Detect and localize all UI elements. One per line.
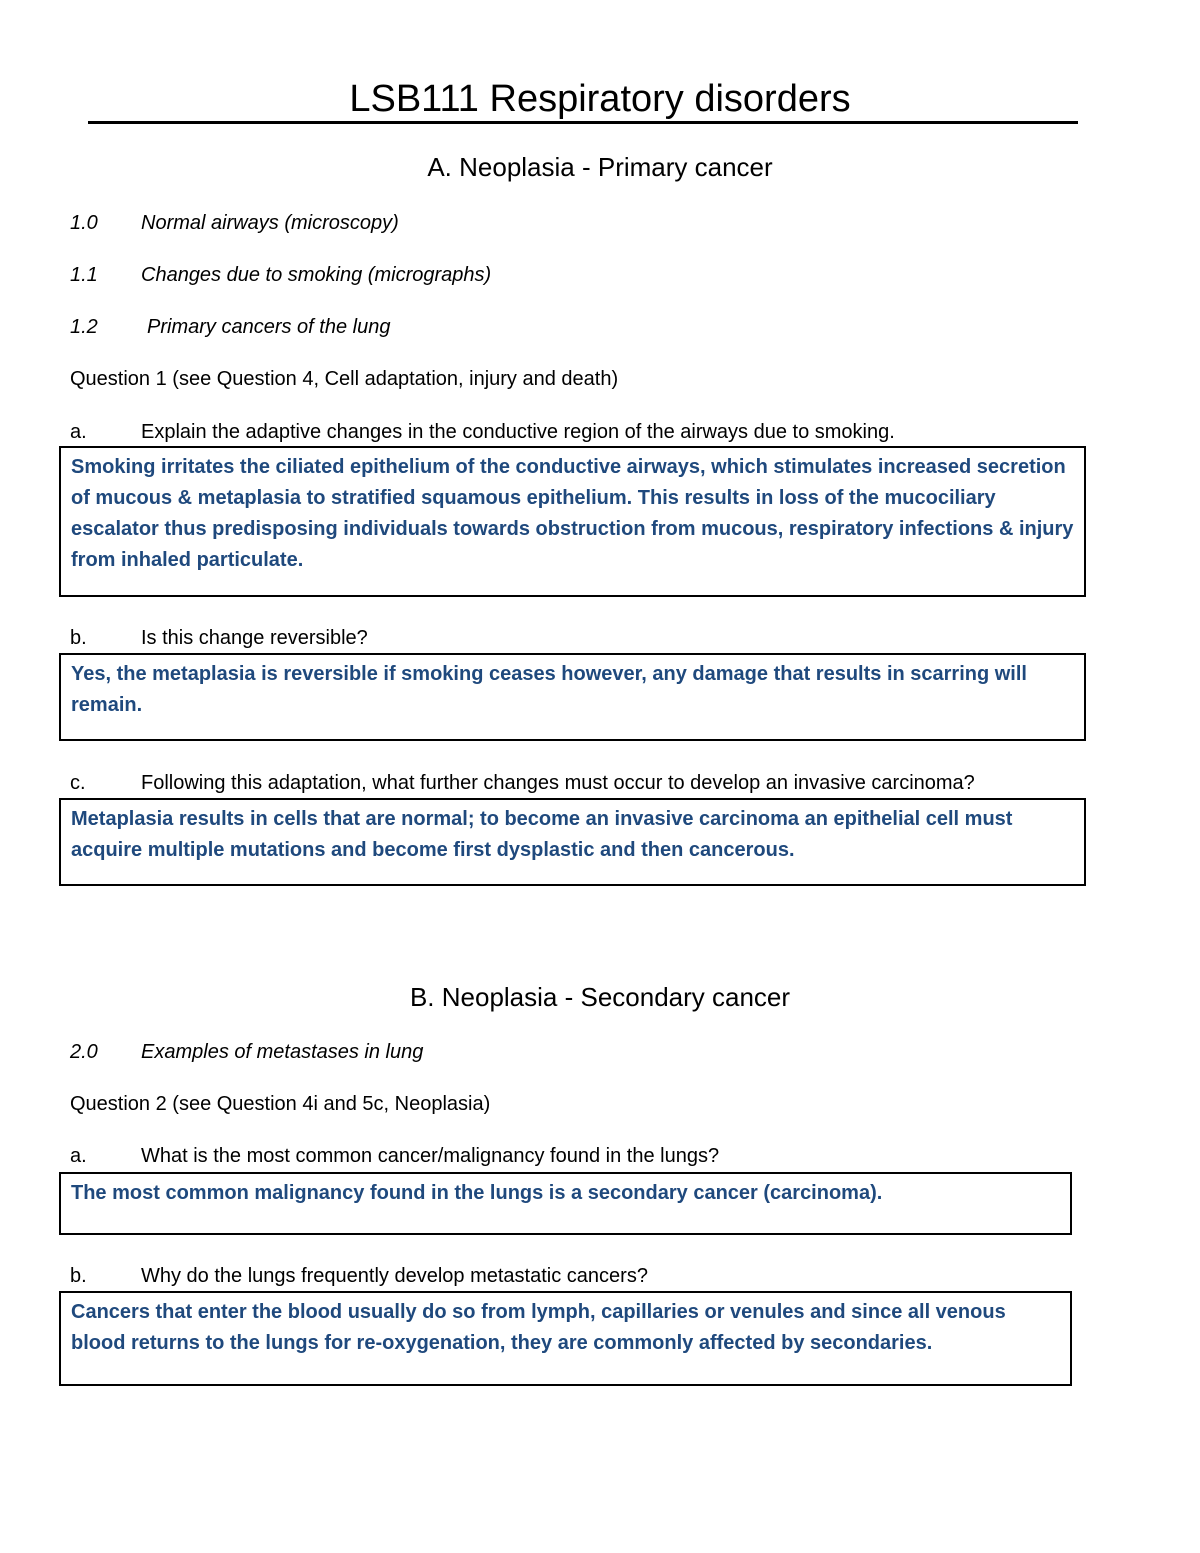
answer-1a-box — [59, 446, 1086, 597]
section-a-heading: A. Neoplasia - Primary cancer — [427, 152, 773, 182]
question-1c-text: Following this adaptation, what further changes must occur to develop an invasive carcinoma? — [141, 772, 975, 794]
question-2b-letter: b. — [70, 1265, 87, 1287]
answer-1c-text: Metaplasia results in cells that are normal; to become an invasive carcinoma an epithelial cell must acquire multiple mutations and become first dysplastic and then cancerous. — [71, 808, 1013, 861]
question-2-title: Question 2 (see Question 4i and 5c, Neoplasia) — [70, 1093, 491, 1115]
item-2-0-label: Examples of metastases in lung — [141, 1041, 424, 1063]
question-2b-text: Why do the lungs frequently develop metastatic cancers? — [141, 1265, 648, 1287]
answer-1b-text: Yes, the metaplasia is reversible if smoking ceases however, any damage that results in scarring will remain. — [71, 663, 1027, 716]
item-1-0-number: 1.0 — [70, 212, 98, 234]
answer-2b-text: Cancers that enter the blood usually do so from lymph, capillaries or venules and since all venous blood returns to the lungs for re-oxygenation, they are commonly affected by secondaries. — [71, 1301, 1006, 1354]
item-1-1-label: Changes due to smoking (micrographs) — [141, 264, 492, 286]
question-1-title: Question 1 (see Question 4, Cell adaptation, injury and death) — [70, 368, 619, 390]
page-title: LSB111 Respiratory disorders — [349, 78, 851, 120]
question-2a-letter: a. — [70, 1145, 87, 1167]
answer-2b-box — [59, 1291, 1072, 1386]
question-1a-text: Explain the adaptive changes in the conductive region of the airways due to smoking. — [141, 421, 895, 443]
answer-2a-text: The most common malignancy found in the lungs is a secondary cancer (carcinoma). — [71, 1182, 883, 1204]
item-1-2-number: 1.2 — [70, 316, 98, 338]
title-divider — [88, 121, 1078, 124]
question-1b-letter: b. — [70, 627, 87, 649]
answer-2a-box — [59, 1172, 1072, 1235]
item-1-0-label: Normal airways (microscopy) — [141, 212, 399, 234]
item-1-2-label: Primary cancers of the lung — [147, 316, 391, 338]
section-b-heading: B. Neoplasia - Secondary cancer — [409, 982, 791, 1012]
answer-1c-box — [59, 798, 1086, 886]
item-1-1-number: 1.1 — [70, 264, 98, 286]
answer-1b-box — [59, 653, 1086, 741]
answer-1a-text: Smoking irritates the ciliated epithelium of the conductive airways, which stimulates increased secretion of mucous & metaplasia to stratified squamous epithelium. This results in loss of the mucociliary escalator thus predisposing individuals towards obstruction from mucous, respiratory infections & injury from inhaled particulate. — [71, 456, 1074, 571]
question-1a-letter: a. — [70, 421, 87, 443]
item-2-0-number: 2.0 — [70, 1041, 98, 1063]
question-1c-letter: c. — [70, 772, 86, 794]
question-2a-text: What is the most common cancer/malignancy found in the lungs? — [141, 1145, 720, 1167]
question-1b-text: Is this change reversible? — [141, 627, 368, 649]
